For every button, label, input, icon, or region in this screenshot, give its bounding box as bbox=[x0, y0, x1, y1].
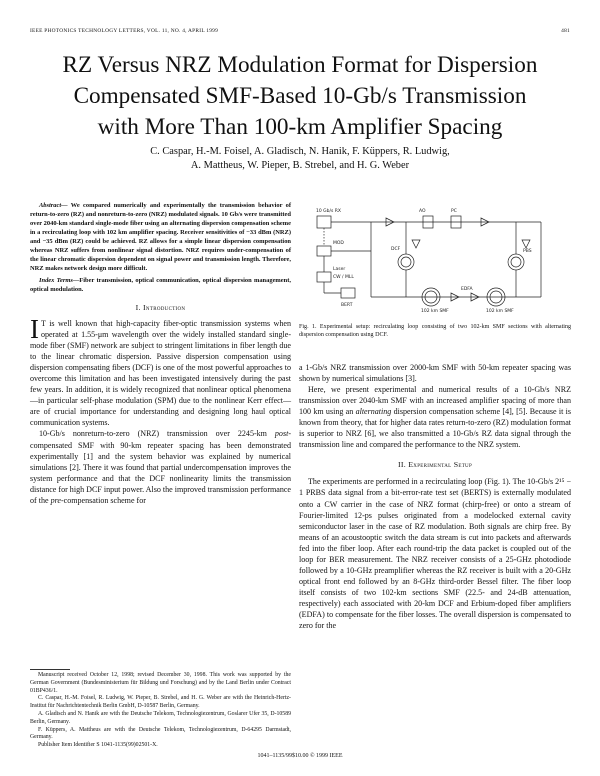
bert-box bbox=[341, 288, 355, 298]
abstract-text: We compared numerically and experimentally the transmission behavior of return-to-zero (RZ) and nonreturn-to-zero (NRZ) modulated signals. 10 Gb/s were transmitted over 2040-km standard single-mode fiber using an alternating dispersion compensation scheme in a recirculating loop with 102 km amplifier spacing. Receiver sensitivities of −33 dBm (NRZ) and −35 dBm (RZ) could be achieved. RZ allows for a simple linear dispersion compensation whereas NRZ suffers from nonlinear signal distortion. NRZ requires under-compensation of the linear chromatic dispersion dependent on signal power and transmission length. Therefore, NRZ makes network design more difficult. bbox=[30, 202, 291, 272]
label-bert: BERT bbox=[341, 303, 353, 308]
label-osc: CW / MLL bbox=[333, 275, 354, 280]
figure-1-caption: Fig. 1. Experimental setup: recirculating loop consisting of two 102-km SMF sections with alternating dispersion compensation using DCF. bbox=[299, 324, 571, 339]
author-line: C. Caspar, H.-M. Foisel, A. Gladisch, N. Hanik, F. Küppers, R. Ludwig, bbox=[150, 146, 450, 157]
label-smf-1: 102 km SMF bbox=[421, 309, 449, 312]
intro-paragraph-2-part: -compensation scheme for bbox=[61, 495, 146, 505]
label-rx: 10 Gb/s RX bbox=[316, 209, 342, 214]
title-line: with More Than 100-km Amplifier Spacing bbox=[97, 114, 503, 140]
footnote: C. Caspar, H.-M. Foisel, R. Ludwig, W. Pieper, B. Strebel, and H. G. Weber are with the Heinrich-Hertz-Institut für Nachrichtentechnik Berlin GmbH, D-10587 Berlin, Germany. bbox=[30, 695, 291, 710]
section-heading-introduction: I. Introduction bbox=[135, 303, 186, 312]
label-smf-2: 102 km SMF bbox=[486, 309, 514, 312]
edfa-amplifier bbox=[522, 240, 530, 248]
right-column bbox=[299, 362, 571, 631]
drop-cap: I bbox=[30, 314, 39, 344]
left-column bbox=[30, 201, 291, 506]
label-dcf: DCF bbox=[391, 247, 401, 252]
laser-box bbox=[317, 272, 331, 282]
footnote: Manuscript received October 12, 1998; revised December 30, 1998. This work was supported by the German Government (Bundesministerium für Bildung und Forschung) and by the Land Berlin under Contract 01BP436/1. bbox=[30, 672, 291, 694]
prbs-exponent-math: 2¹⁵ − 1 bbox=[299, 477, 571, 498]
label-laser: Laser bbox=[333, 267, 346, 272]
running-header-journal: IEEE PHOTONICS TECHNOLOGY LETTERS, VOL. 11, NO. 4, APRIL 1999 bbox=[30, 28, 219, 34]
right-paragraph-3-part: The experiments are performed in a recirculating loop (Fig. 1). The 10-Gb/s bbox=[308, 477, 556, 487]
author-list bbox=[30, 145, 570, 172]
right-paragraph-2-emphasis: alternating bbox=[355, 407, 392, 417]
right-paragraph-2-part: Here, we present experimental and numerical results of a 10-Gb/s NRZ transmission over 2040-km SMF with an increased amplifier spacing of more than 100 km using an bbox=[299, 385, 571, 417]
title-line: RZ Versus NRZ Modulation Format for Dispersion bbox=[62, 52, 538, 78]
label-ao: AO bbox=[419, 209, 426, 214]
author-line: A. Mattheus, W. Pieper, B. Strebel, and H. G. Weber bbox=[190, 159, 410, 171]
right-paragraph-1: a 1-Gb/s NRZ transmission over 2000-km SMF with 50-km repeater spacing was shown by numerical simulations [3]. bbox=[299, 363, 571, 384]
modulator-box bbox=[317, 246, 331, 256]
dcf-coil-2 bbox=[508, 254, 524, 270]
index-terms-text: —Fiber transmission, optical communication, optical dispersion management, optical modulation. bbox=[30, 277, 291, 293]
dcf-coil-1 bbox=[398, 254, 414, 270]
paper-title bbox=[30, 50, 570, 143]
edfa-amplifier bbox=[412, 240, 420, 248]
running-header-page-number: 481 bbox=[561, 28, 570, 34]
right-paragraph-3-part: PRBS data signal from a bit-error-rate test set (BERTS) is externally modulated onto a CW carrier in the case of NRZ format (chirp-free) or onto a stream of Fourier-limited 12-ps pulses originated from a modelocked external cavity semiconductor laser in the case of RZ modulation. Both signals are chirp free. By means of an acoustooptic switch the data stream is cut into packets and afterwards fed into the fiber loop. After each round-trip the data packet is coupled out of the loop for BER measurement. The NRZ receiver consists of a 25-GHz photodiode followed by a 10-GHz preamplifier whereas the RZ receiver is built with a 20-GHz optical front end followed by an 8-GHz third-order Bessel filter. The fiber loop itself consists of two 102-km sections SMF (22.5- and 24-dB attenuation, respectively) each associated with 20-km DCF and Erbium-doped fiber amplifiers (EDFA) to compensate for the fiber losses. The overall dispersion is compensated to zero for the bbox=[299, 488, 571, 631]
section-heading-experimental-setup: II. Experimental Setup bbox=[397, 460, 473, 470]
label-mod: MOD bbox=[333, 241, 344, 246]
label-edfa: EDFA bbox=[461, 287, 473, 292]
abstract bbox=[30, 201, 291, 294]
intro-paragraph-1: T is well known that high-capacity fiber-optic transmission systems when operated at 1.55-μm wavelength over the widely installed standard single-mode fiber (SMF) network are subject to stringent limitations in fiber length due to the linear chromatic dispersion. Passive dispersion compensation using dispersion compensating fibers (DCF) is one of the most powerful approaches to overcome this limitation and has been investigated intensively during the past few years. In addition, it is widely recognized that nonlinear optical phenomena—in particular self-phase modulation (SPM) due to the nonlinear Kerr effect—are of crucial importance for understanding and designing long haul optical communication systems. bbox=[30, 319, 291, 428]
right-paragraph-2-part: dispersion compensation scheme [4], [5]. Because it is known from theory, that for higher data rates return-to-zero (RZ) modulation format is superior to NRZ [6], we also transmitted a 10-Gb/s RZ data signal through the transmission line and compared the performance to the NRZ system. bbox=[299, 407, 571, 450]
intro-paragraph-2-part: 10-Gb/s nonreturn-to-zero (NRZ) transmission over 2245-km bbox=[39, 429, 275, 439]
abstract-label: Abstract— bbox=[39, 202, 68, 209]
footnote: A. Gladisch and N. Hanik are with the Deutsche Telekom, Technologiezentrum, Goslarer Ufer 35, D-10589 Berlin, Germany. bbox=[30, 710, 291, 725]
intro-paragraph-2-part: -compensated SMF with 90-km repeater spacing has been demonstrated experimentally [1] and the system behavior was explained by numerical simulations [2]. There it was found that partial undercompensation improves the system performance and that the DCF nonlinearity limits the transmission distance for high DCF input power. Also the improved transmission performance of the bbox=[30, 429, 291, 505]
footnote: F. Küppers, A. Mattheus are with the Deutsche Telekom, Technologiezentrum, D-64295 Darmstadt, Germany. bbox=[30, 726, 291, 741]
receiver-box bbox=[317, 216, 331, 228]
introduction-body bbox=[30, 314, 291, 506]
page-footer-copyright: 1041–1135/99$10.00 © 1999 IEEE bbox=[257, 753, 343, 759]
label-pc: PC bbox=[451, 209, 457, 214]
intro-paragraph-2-emphasis: pre bbox=[50, 495, 61, 505]
label-pbs: PBS bbox=[523, 249, 532, 254]
footnotes bbox=[30, 672, 291, 750]
title-line: Compensated SMF-Based 10-Gb/s Transmission bbox=[73, 83, 527, 109]
footnote: Publisher Item Identifier S 1041-1135(99)02501-X. bbox=[38, 742, 158, 749]
index-terms-label: Index Terms bbox=[39, 277, 73, 284]
footnote-rule bbox=[30, 669, 70, 670]
figure-1-setup-diagram bbox=[311, 202, 571, 312]
intro-paragraph-2-emphasis: post bbox=[274, 429, 289, 439]
